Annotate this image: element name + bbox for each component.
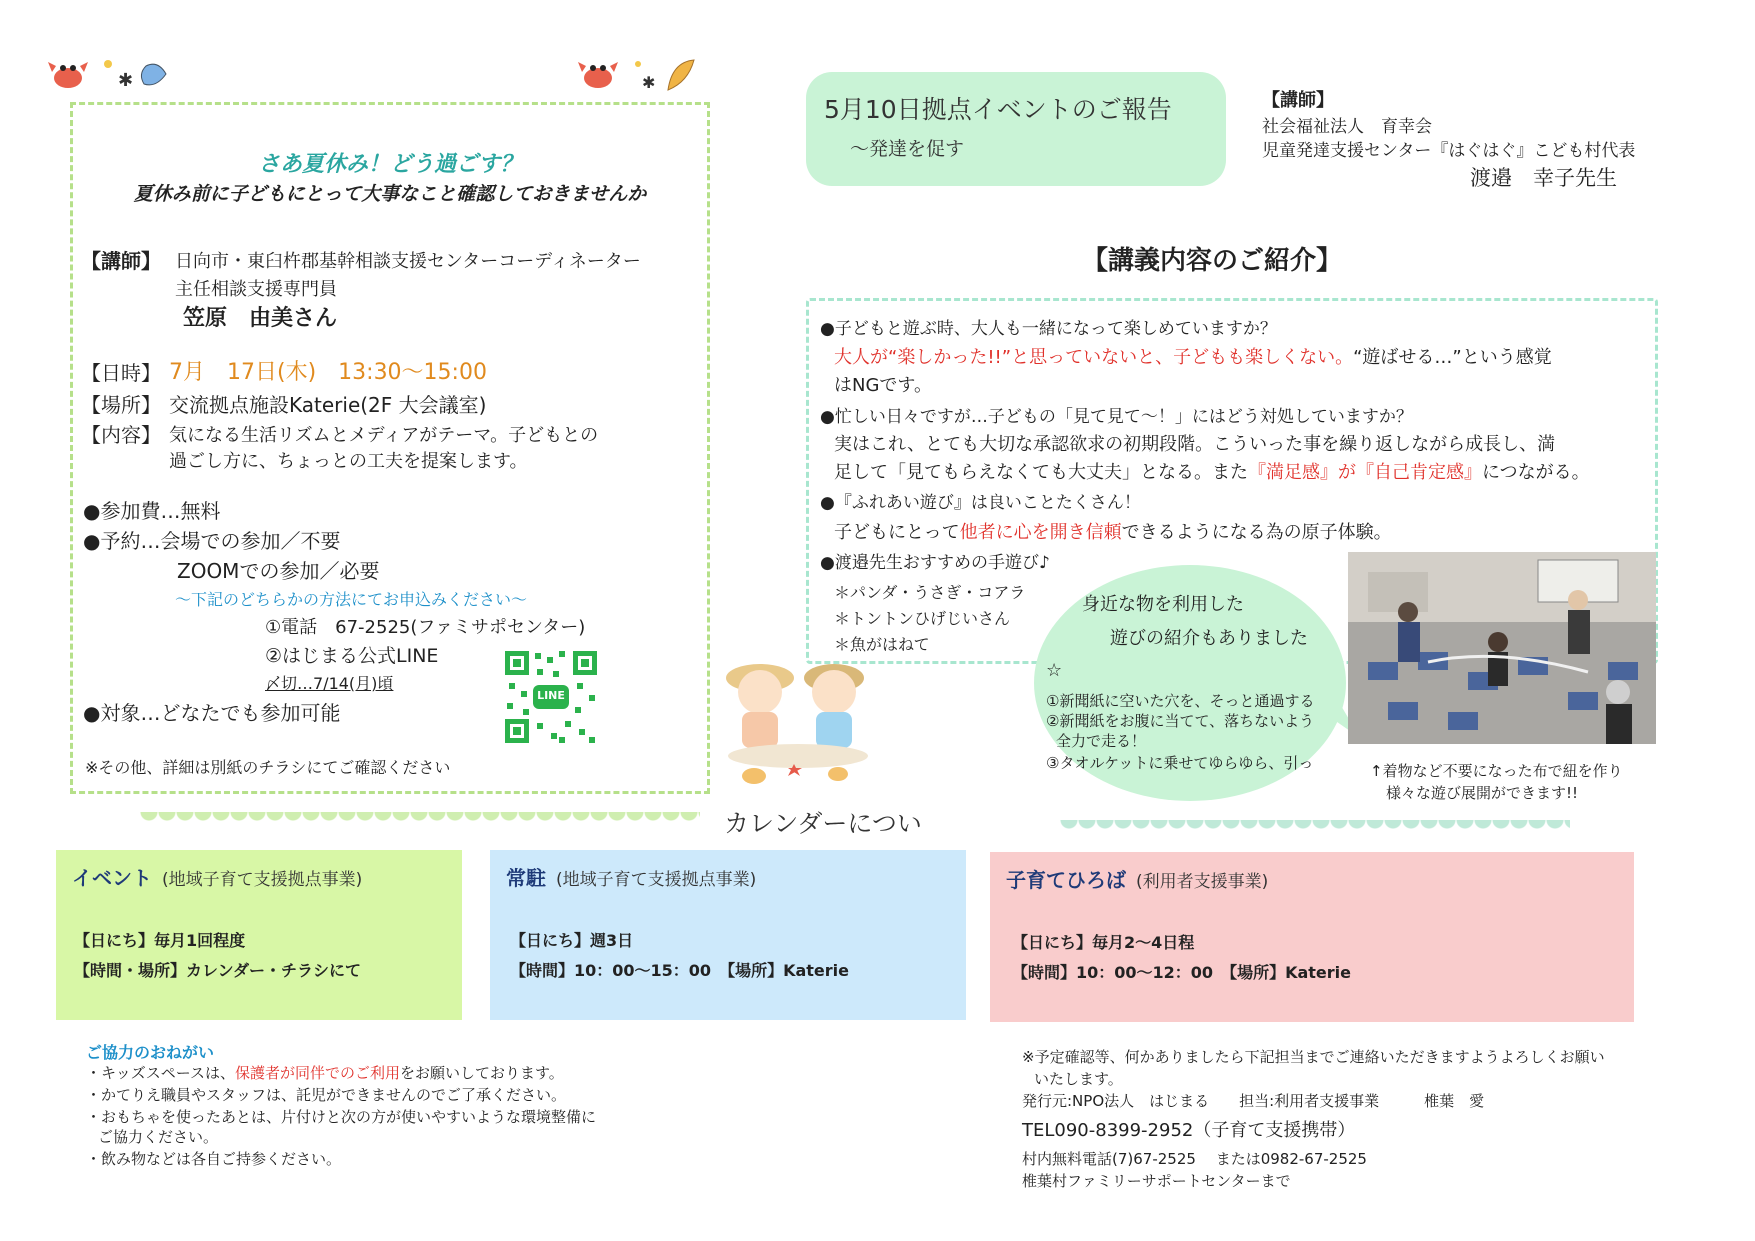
detail-note: ※その他、詳細は別紙のチラシにてご確認ください xyxy=(85,758,451,777)
answer-2-pre: 足して「見てもらえなくても大丈夫」となる。また xyxy=(834,462,1248,483)
decoration-crab-right xyxy=(576,52,706,98)
lecture-section-title: 【講義内容のご紹介】 xyxy=(1082,246,1343,276)
answer-3-highlight: 他者に心を開き信頼 xyxy=(959,522,1122,543)
photo-caption-1: ↑着物など不要になった布で紐を作り xyxy=(1370,762,1623,780)
request-title: ご協力のおねがい xyxy=(86,1043,215,1062)
event-box-heading xyxy=(72,862,362,891)
answer-1-line2: はNGです。 xyxy=(834,375,932,396)
event-photo xyxy=(1348,552,1656,744)
request-line1-pre: ・キッズスペースは、 xyxy=(86,1064,235,1082)
bubble-line1: 身近な物を利用した xyxy=(1082,594,1244,615)
content-line2: 過ごし方に、ちょっとの工夫を提案します。 xyxy=(169,451,528,472)
event-title: さあ夏休み！どう過ごす？ xyxy=(257,152,522,177)
report-lecturer-label: 【講師】 xyxy=(1262,90,1334,111)
plaza-box-line1: 【日にち】毎月2～4日程 xyxy=(1012,933,1195,952)
hand-game-1: ＊パンダ・うさぎ・コアラ xyxy=(834,583,1026,602)
apply-line: ②はじまる公式LINE xyxy=(265,645,439,667)
report-subtitle: ～発達を促す xyxy=(850,138,965,160)
contact-issuer: 発行元:NPO法人 はじまる 担当:利用者支援事業 椎葉 愛 xyxy=(1022,1092,1485,1110)
bubble-item2b: 全力で走る！ xyxy=(1056,732,1147,750)
qr-code-icon[interactable] xyxy=(503,649,599,745)
summer-event-panel xyxy=(70,102,710,794)
activity-speech-bubble xyxy=(1030,560,1360,806)
event-box xyxy=(56,850,462,1020)
content-line1: 気になる生活リズムとメディアがテーマ。子どもとの xyxy=(169,425,599,446)
shell-icon xyxy=(828,767,848,781)
request-line3b: ご協力ください。 xyxy=(98,1128,219,1146)
resident-box-title: 常駐 xyxy=(506,866,546,890)
answer-3 xyxy=(834,518,1392,544)
report-lecturer-name: 渡邉 幸子先生 xyxy=(1470,166,1617,190)
question-2: ●忙しい日々ですが…子どもの「見て見て～！」にはどう対処していますか？ xyxy=(820,407,1413,427)
plaza-box-line2: 【時間】10：00～12：00 【場所】Katerie xyxy=(1012,963,1351,982)
report-lecturer-org2: 児童発達支援センター『はぐはぐ』こども村代表 xyxy=(1262,141,1636,161)
report-title-box xyxy=(806,72,1226,186)
lecturer-name: 笠原 由美さん xyxy=(183,306,338,331)
request-line1-post: をお願いしております。 xyxy=(399,1064,564,1082)
crab-icon xyxy=(46,52,176,98)
apply-phone: ①電話 67-2525(ファミサポセンター) xyxy=(265,617,586,638)
resident-box-sub: (地域子育て支援拠点事業) xyxy=(556,870,757,890)
answer-1-rest: “遊ばせる…”という感覚 xyxy=(1353,347,1552,368)
bubble-item1: ①新聞紙に空いた穴を、そっと通過する xyxy=(1046,692,1315,710)
reserve-zoom: ZOOMでの参加／必要 xyxy=(177,559,380,583)
request-line4: ・飲み物などは各自ご持参ください。 xyxy=(86,1150,342,1168)
date-value: 7月 17日(木) 13:30～15:00 xyxy=(169,360,487,385)
contact-center: 椎葉村ファミリーサポートセンターまで xyxy=(1022,1172,1291,1190)
answer-2-line2 xyxy=(834,458,1590,484)
date-label: 【日時】 xyxy=(81,361,161,385)
children-illustration xyxy=(718,652,878,788)
svg-text:✱: ✱ xyxy=(118,70,134,91)
question-1: ●子どもと遊ぶ時、大人も一緒になって楽しめていますか？ xyxy=(820,319,1277,339)
resident-box-line1: 【日にち】週3日 xyxy=(510,931,634,950)
answer-2-line1: 実はこれ、とても大切な承認欲求の初期段階。こういった事を繰り返しながら成長し、満 xyxy=(834,434,1556,455)
resident-box-heading xyxy=(506,862,756,891)
bubble-star: ☆ xyxy=(1046,660,1063,681)
bubble-item2a: ②新聞紙をお腹に当てて、落ちないよう xyxy=(1046,712,1315,730)
resident-box xyxy=(490,850,966,1020)
lecturer-org: 日向市・東臼杵郡基幹相談支援センターコーディネーター xyxy=(175,251,641,272)
hand-game-3: ＊魚がはねて xyxy=(834,635,930,654)
reserve-venue: ●予約…会場での参加／不要 xyxy=(83,529,341,553)
deadline: 〆切…7/14(月)頃 xyxy=(265,674,394,693)
answer-1 xyxy=(834,343,1552,369)
event-box-line1: 【日にち】毎月1回程度 xyxy=(74,931,246,950)
answer-1-highlight: 大人が“楽しかった!!”と思っていないと、子どもも楽しくない。 xyxy=(834,347,1354,368)
divider-left xyxy=(140,812,700,830)
crab-icon xyxy=(576,52,706,98)
report-title: 5月10日拠点イベントのご報告 xyxy=(824,95,1172,124)
request-line1-highlight: 保護者が同伴でのご利用 xyxy=(234,1064,400,1082)
hand-game-2: ＊トントンひげじいさん xyxy=(834,609,1011,628)
bubble-line2: 遊びの紹介もありました xyxy=(1110,628,1308,649)
divider-right xyxy=(1060,820,1570,838)
answer-3-pre: 子どもにとって xyxy=(834,522,960,543)
plaza-box-heading xyxy=(1006,864,1268,893)
lecturer-label: 【講師】 xyxy=(81,249,161,273)
plaza-box-title: 子育てひろば xyxy=(1006,868,1126,892)
place-value: 交流拠点施設Katerie(2F 大会議室) xyxy=(169,393,487,417)
place-label: 【場所】 xyxy=(81,393,161,417)
request-line2: ・かてりえ職員やスタッフは、託児ができませんのでご了承ください。 xyxy=(86,1086,567,1104)
event-box-title: イベント xyxy=(72,866,152,890)
photo-caption-2: 様々な遊び展開ができます!! xyxy=(1386,784,1579,802)
target: ●対象…どなたでも参加可能 xyxy=(83,701,341,725)
question-4: ●渡邉先生おすすめの手遊び♪ xyxy=(820,553,1050,573)
contact-free: 村内無料電話(7)67-2525 または0982-67-2525 xyxy=(1022,1150,1367,1168)
request-line1 xyxy=(86,1062,564,1083)
lecturer-role: 主任相談支援専門員 xyxy=(175,279,337,300)
report-lecturer-org1: 社会福祉法人 育幸会 xyxy=(1262,117,1432,137)
contact-tel: TEL090-8399-2952（子育て支援携帯） xyxy=(1022,1120,1356,1141)
fee: ●参加費…無料 xyxy=(83,499,221,523)
plaza-box-sub: (利用者支援事業) xyxy=(1136,872,1269,892)
shell-icon xyxy=(742,768,766,784)
bubble-item3: ③タオルケットに乗せてゆらゆら、引っ xyxy=(1046,754,1314,772)
contact-note2: いたします。 xyxy=(1034,1070,1123,1088)
answer-2-post: につながる。 xyxy=(1482,462,1590,483)
request-line3a: ・おもちゃを使ったあとは、片付けと次の方が使いやすいような環境整備に xyxy=(86,1108,597,1126)
plaza-box xyxy=(990,852,1634,1022)
event-subtitle: 夏休み前に子どもにとって大事なこと確認しておきませんか xyxy=(133,183,647,205)
event-box-sub: (地域子育て支援拠点事業) xyxy=(162,870,363,890)
qr-label: LINE xyxy=(537,689,565,702)
calendar-heading: カレンダーについ xyxy=(724,809,922,838)
content-label: 【内容】 xyxy=(81,423,161,447)
event-box-line2: 【時間・場所】カレンダー・チラシにて xyxy=(74,961,361,980)
answer-3-post: できるようになる為の原子体験。 xyxy=(1121,522,1392,543)
resident-box-line2: 【時間】10：00～15：00 【場所】Katerie xyxy=(510,961,849,980)
question-3: ●『ふれあい遊び』は良いことたくさん！ xyxy=(820,493,1141,513)
answer-2-highlight: 『満足感』が『自己肯定感』 xyxy=(1248,462,1482,483)
decoration-crab-left xyxy=(46,52,176,98)
contact-note1: ※予定確認等、何かありましたら下記担当までご連絡いただきますようよろしくお願い xyxy=(1022,1048,1605,1066)
svg-text:✱: ✱ xyxy=(642,73,656,92)
apply-note: ～下記のどちらかの方法にてお申込みください～ xyxy=(175,590,528,609)
